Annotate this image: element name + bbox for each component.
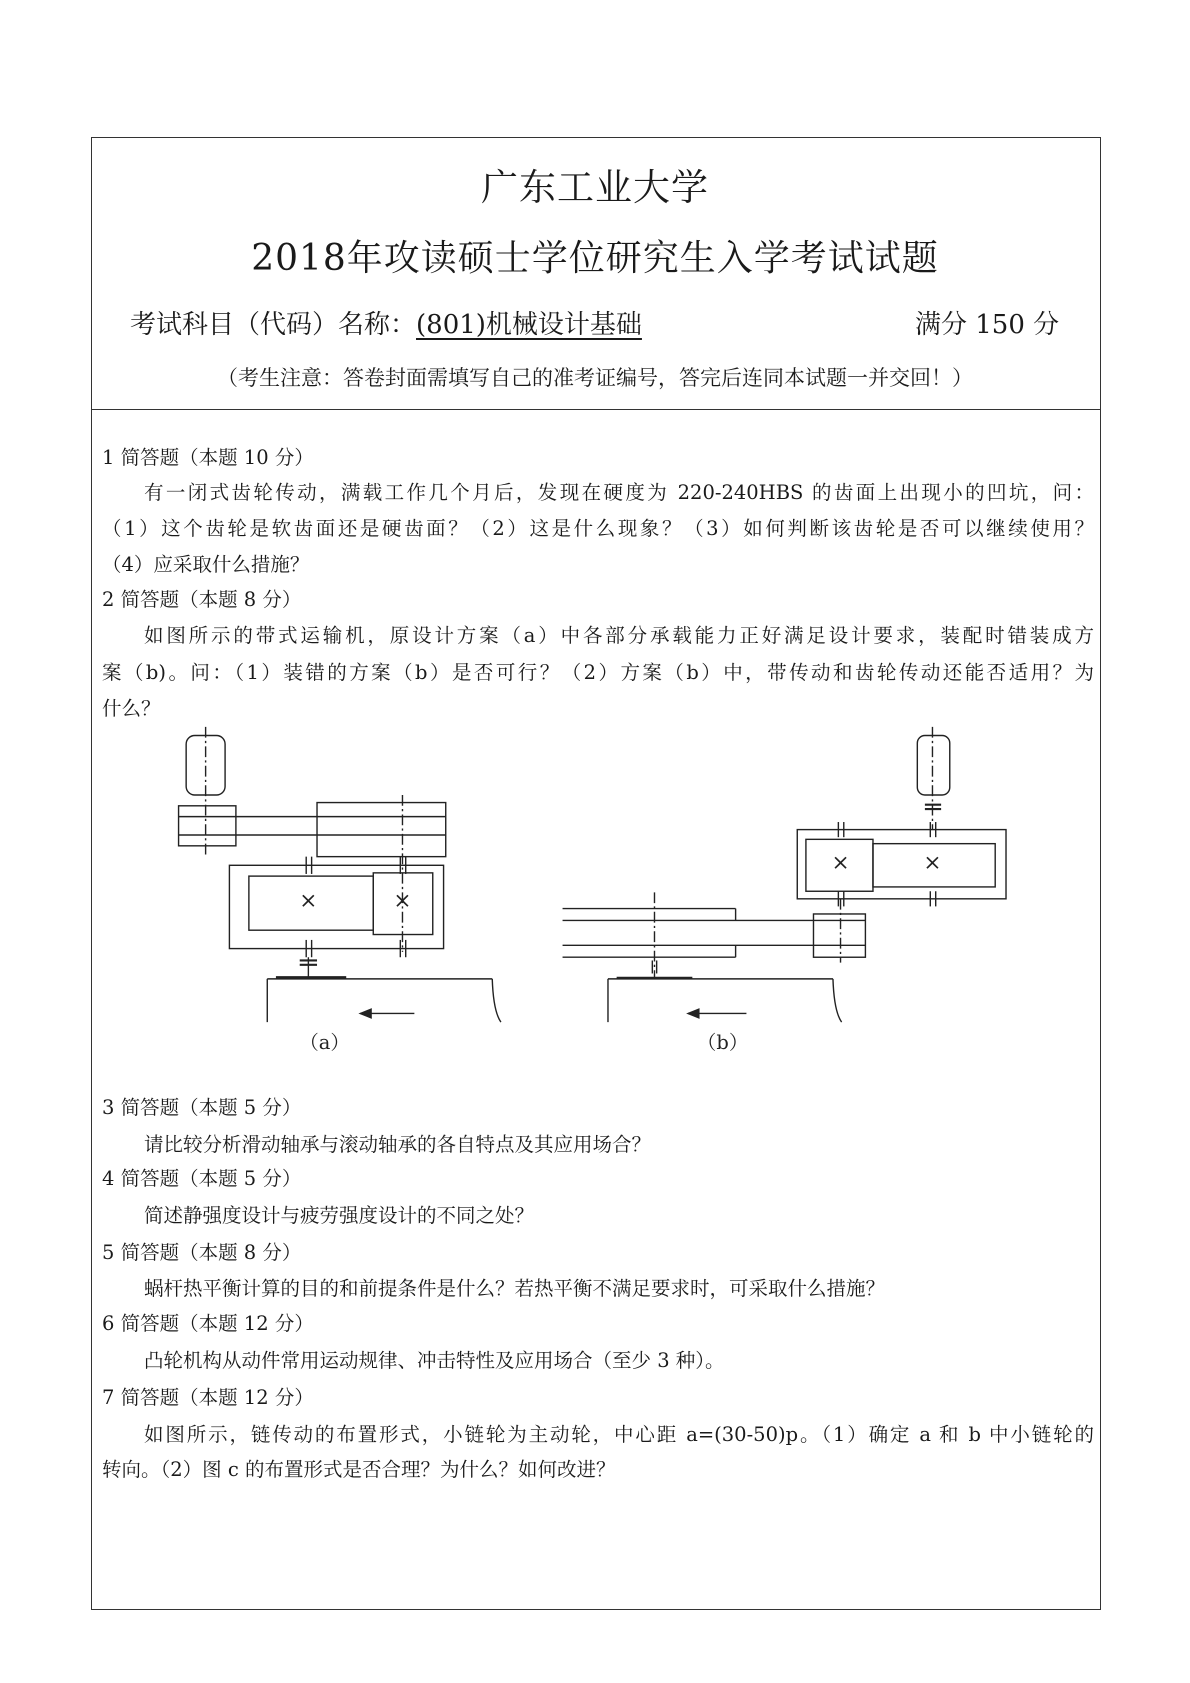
- figure-label-a: （a）: [299, 1031, 350, 1055]
- question-1-text: 有一闭式齿轮传动，满载工作几个月后，发现在硬度为 220-240HBS 的齿面上出现小的凹坑，问：: [144, 481, 1094, 504]
- subject-name: (801)机械设计基础: [416, 310, 642, 340]
- question-3-text: 请比较分析滑动轴承与滚动轴承的各自特点及其应用场合？: [144, 1133, 652, 1156]
- full-score: 满分 150 分: [915, 310, 1060, 340]
- question-1-text: （1）这个齿轮是软齿面还是硬齿面？（2）这是什么现象？（3）如何判断该齿轮是否可以继续使用？: [102, 517, 1094, 540]
- question-3-heading: 3 简答题（本题 5 分）: [102, 1096, 302, 1119]
- scheme-b-diagram: [563, 727, 1006, 1022]
- subject-prefix: 考试科目（代码）名称：: [130, 310, 417, 340]
- question-6-heading: 6 简答题（本题 12 分）: [102, 1312, 314, 1335]
- bearings-a: [306, 857, 406, 958]
- question-4-heading: 4 简答题（本题 5 分）: [102, 1167, 302, 1190]
- exam-notice: （考生注意：答卷封面需填写自己的准考证编号，答完后连同本试题一并交回！）: [217, 366, 973, 390]
- gear-mark: ×: [923, 850, 942, 876]
- motor-b: [917, 736, 949, 795]
- question-2-heading: 2 简答题（本题 8 分）: [102, 588, 302, 611]
- small-pulley-a: [179, 806, 236, 846]
- question-5-heading: 5 简答题（本题 8 分）: [102, 1241, 302, 1264]
- question-7-text: 如图所示，链传动的布置形式，小链轮为主动轮，中心距 a=(30-50)p。（1）确定 a 和 b 中小链轮的: [144, 1423, 1094, 1446]
- question-4-text: 简述静强度设计与疲劳强度设计的不同之处？: [144, 1204, 535, 1227]
- gear-mark: ×: [299, 888, 318, 914]
- figure-label-b: （b）: [696, 1031, 749, 1055]
- question-7-heading: 7 简答题（本题 12 分）: [102, 1386, 314, 1409]
- question-7-text: 转向。（2）图 c 的布置形式是否合理？为什么？如何改进？: [102, 1458, 616, 1481]
- large-pulley-a: [317, 803, 446, 857]
- question-6-text: 凸轮机构从动件常用运动规律、冲击特性及应用场合（至少 3 种）。: [144, 1349, 725, 1372]
- large-pulley-b: [563, 909, 736, 958]
- university-name: 广东工业大学: [481, 166, 709, 209]
- gear-mark: ×: [393, 888, 412, 914]
- question-2-text: 什么？: [102, 697, 161, 720]
- question-2-text: 案（b)。问：（1）装错的方案（b）是否可行？（2）方案（b）中，带传动和齿轮传动还能否适用？为: [102, 661, 1094, 684]
- question-2-text: 如图所示的带式运输机，原设计方案（a）中各部分承载能力正好满足设计要求，装配时错装成方: [144, 624, 1094, 647]
- question-5-text: 蜗杆热平衡计算的目的和前提条件是什么？若热平衡不满足要求时，可采取什么措施？: [144, 1277, 886, 1300]
- exam-title: 2018年攻读硕士学位研究生入学考试试题: [251, 238, 939, 279]
- scheme-a-diagram: [179, 727, 501, 1022]
- question-1-text: （4）应采取什么措施？: [102, 553, 310, 576]
- question-1-heading: 1 简答题（本题 10 分）: [102, 446, 314, 469]
- gear-mark: ×: [831, 850, 850, 876]
- bearings-b: [838, 822, 935, 906]
